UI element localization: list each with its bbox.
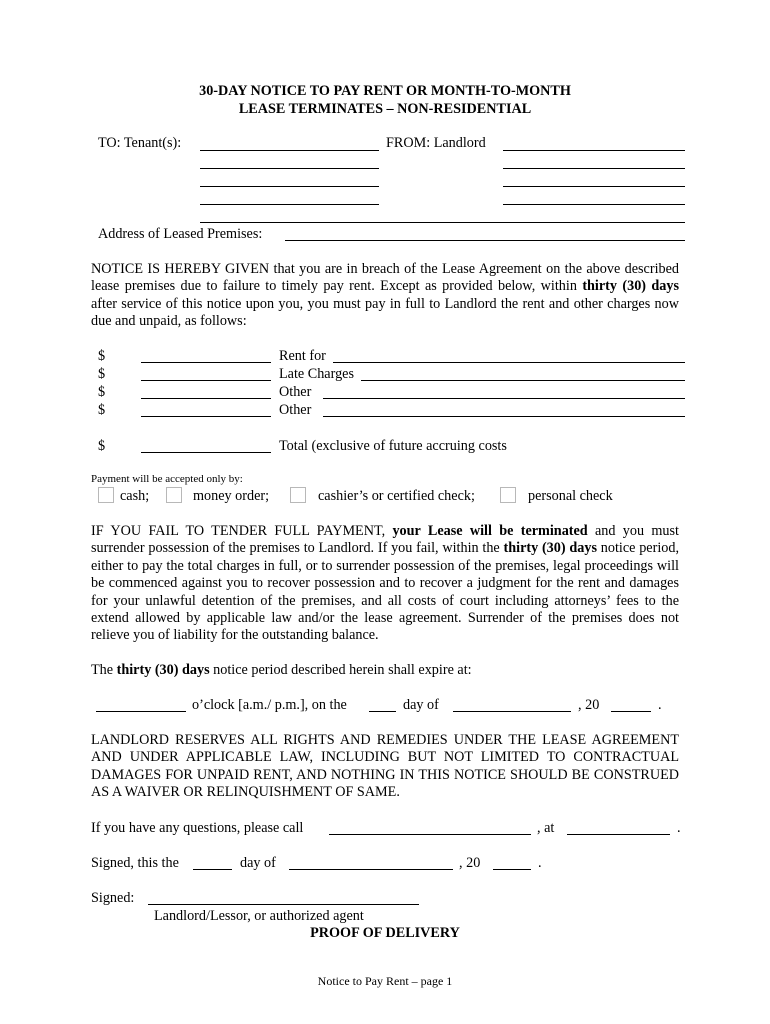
expire-month-field[interactable] [453, 711, 571, 712]
other-description-field-1[interactable] [323, 398, 685, 399]
late-charges-label: Late Charges [279, 366, 354, 382]
total-amount-field[interactable] [141, 452, 271, 453]
rent-for-field[interactable] [333, 362, 685, 363]
rent-amount-field[interactable] [141, 362, 271, 363]
other-description-field-2[interactable] [323, 416, 685, 417]
questions-label: If you have any questions, please call [91, 820, 304, 836]
expire-year-prefix: , 20 [578, 697, 600, 713]
late-charges-field[interactable] [361, 380, 685, 381]
currency-sign-4: $ [98, 402, 106, 418]
cash-label: cash; [120, 488, 150, 504]
address-field-2[interactable] [285, 240, 685, 241]
expire-day-of-label: day of [403, 697, 439, 713]
personal-check-checkbox[interactable] [500, 487, 516, 503]
other-amount-field-2[interactable] [141, 416, 271, 417]
currency-sign-2: $ [98, 366, 106, 382]
landlord-name-field-2[interactable] [503, 168, 685, 169]
signature-field[interactable] [148, 904, 419, 905]
other-amount-field-1[interactable] [141, 398, 271, 399]
late-charges-amount-field[interactable] [141, 380, 271, 381]
signed-year-field[interactable] [493, 869, 531, 870]
signed-month-field[interactable] [289, 869, 453, 870]
cashiers-check-checkbox[interactable] [290, 487, 306, 503]
currency-sign-total: $ [98, 438, 106, 454]
failure-paragraph: IF YOU FAIL TO TENDER FULL PAYMENT, your Lease will be terminated and you must surrender possession of the premises to Landlord. If you fail, within the thirty (30) days notice period, either to pay the total charges in full, or to surrender possession of the premises, legal proceedings will be commenced against you to recover possession and to recover a judgment for the rent and damages for your unlawful detention of the premises, and all costs of court including attorneys’ fees to the extend allowed by applicable law and/or the lease agreement. Surrender of the premises does not relieve you of liability for the outstanding balance. [91, 523, 679, 644]
proof-of-delivery-heading: PROOF OF DELIVERY [310, 925, 460, 941]
contact-phone-field[interactable] [567, 834, 670, 835]
signed-period: . [538, 855, 542, 871]
expire-time-field[interactable] [96, 711, 186, 712]
page-footer: Notice to Pay Rent – page 1 [317, 974, 453, 988]
currency-sign-3: $ [98, 384, 106, 400]
contact-name-field[interactable] [329, 834, 531, 835]
reserves-paragraph: LANDLORD RESERVES ALL RIGHTS AND REMEDIES UNDER THE LEASE AGREEMENT AND UNDER APPLICABLE LAW, INCLUDING BUT NOT LIMITED TO CONTRACTUAL DAMAGES FOR UNPAID RENT, AND NOTHING IN THIS NOTICE SHOULD BE CONSTRUED AS A WAIVER OR RELINQUISHMENT OF SAME. [91, 732, 679, 801]
other-label-1: Other [279, 384, 312, 400]
document-title-line2: LEASE TERMINATES – NON-RESIDENTIAL [238, 101, 532, 117]
money-order-label: money order; [193, 488, 270, 504]
questions-period: . [677, 820, 681, 836]
other-label-2: Other [279, 402, 312, 418]
tenant-name-field-3[interactable] [200, 186, 379, 187]
signed-year-prefix: , 20 [459, 855, 481, 871]
signature-label: Signed: [91, 890, 135, 906]
expire-day-field[interactable] [369, 711, 396, 712]
landlord-name-field-4[interactable] [503, 204, 685, 205]
cash-checkbox[interactable] [98, 487, 114, 503]
address-label: Address of Leased Premises: [98, 226, 263, 242]
questions-at-label: , at [537, 820, 555, 836]
cashiers-check-label: cashier’s or certified check; [318, 488, 475, 504]
notice-paragraph: NOTICE IS HEREBY GIVEN that you are in breach of the Lease Agreement on the above described lease premises due to failure to timely pay rent. Except as provided below, within thirty (30) days after service of this notice upon you, you must pay in full to Landlord the rent and other charges now due and unpaid, as follows: [91, 261, 679, 330]
landlord-name-field-3[interactable] [503, 186, 685, 187]
expire-year-field[interactable] [611, 711, 651, 712]
personal-check-label: personal check [528, 488, 613, 504]
landlord-label: FROM: Landlord [386, 135, 486, 151]
landlord-name-field-1[interactable] [503, 150, 685, 151]
rent-for-label: Rent for [279, 348, 326, 364]
signed-day-field[interactable] [193, 869, 232, 870]
oclock-label: o’clock [a.m./ p.m.], on the [192, 697, 347, 713]
signed-day-of-label: day of [240, 855, 276, 871]
signed-this-label: Signed, this the [91, 855, 179, 871]
address-field-1[interactable] [200, 222, 685, 223]
payment-accepted-label: Payment will be accepted only by: [91, 473, 243, 485]
expire-period: . [658, 697, 662, 713]
document-title-line1: 30-DAY NOTICE TO PAY RENT OR MONTH-TO-MONTH [199, 83, 571, 99]
currency-sign-1: $ [98, 348, 106, 364]
money-order-checkbox[interactable] [166, 487, 182, 503]
tenant-name-field-1[interactable] [200, 150, 379, 151]
expire-sentence: The thirty (30) days notice period described herein shall expire at: [91, 662, 472, 678]
signature-caption: Landlord/Lessor, or authorized agent [154, 908, 364, 924]
tenant-name-field-4[interactable] [200, 204, 379, 205]
tenant-name-field-2[interactable] [200, 168, 379, 169]
total-label: Total (exclusive of future accruing costs [279, 438, 507, 454]
tenant-label: TO: Tenant(s): [98, 135, 182, 151]
